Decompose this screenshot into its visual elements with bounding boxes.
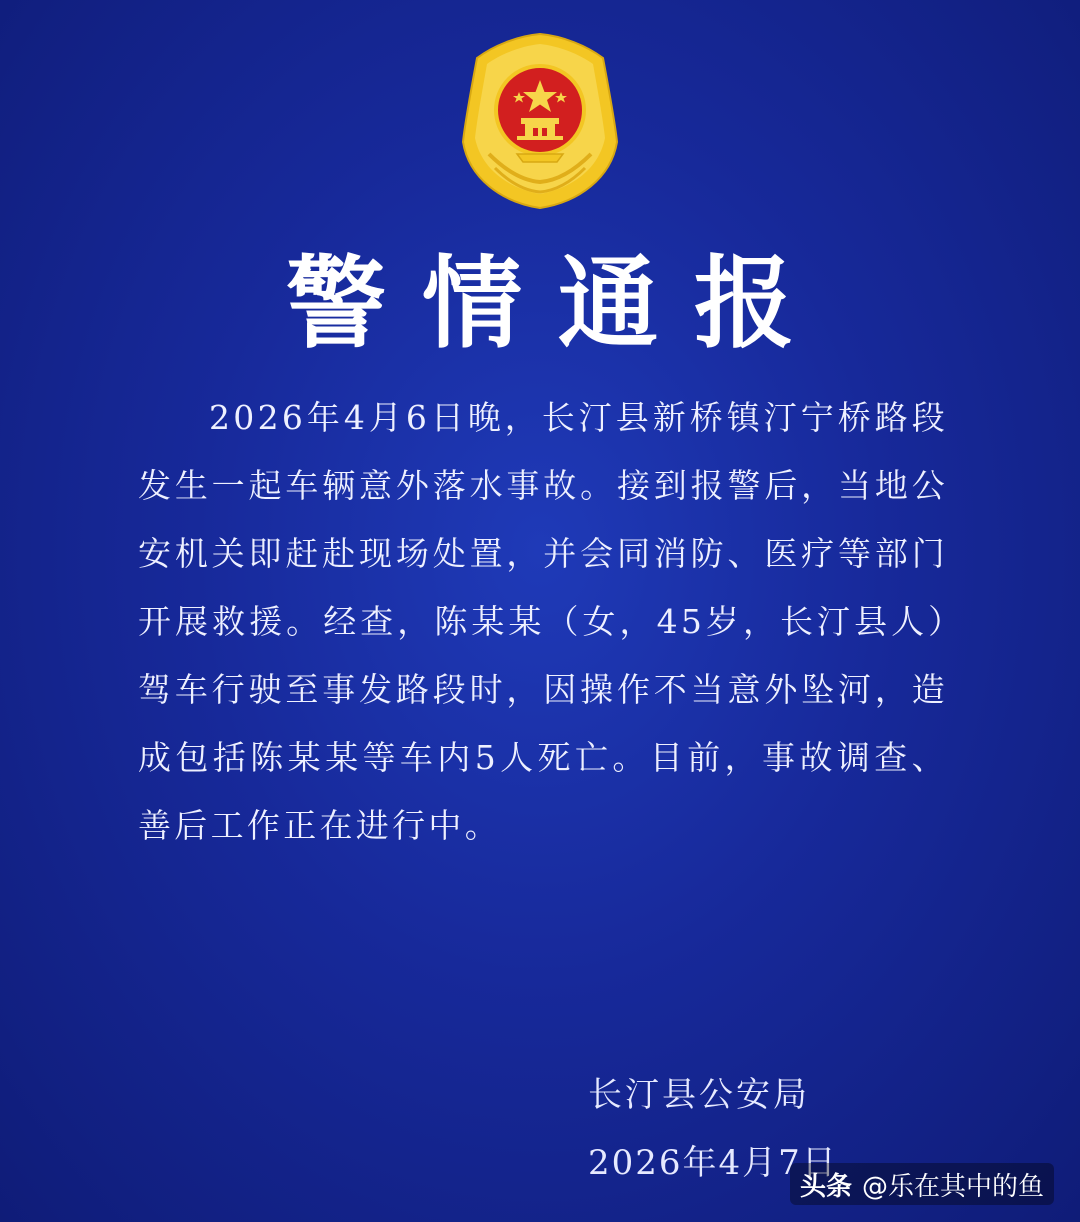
watermark-brand: 头条 — [799, 1171, 852, 1202]
issuer-signature: 长汀县公安局 — [588, 1075, 810, 1115]
notice-body: 2026年4月6日晚，长汀县新桥镇汀宁桥路段发生一起车辆意外落水事故。接到报警后，当地公安机关即赶赴现场处置，并会同消防、医疗等部门开展救援。经查，陈某某（女，45岁，长汀县人）驾车行驶至事发路段时，因操作不当意外坠河，造成包括陈某某等车内5人死亡。目前，事故调查、善后工作正在进行中。 — [138, 398, 948, 845]
source-watermark — [790, 1163, 1054, 1205]
notice-title: 警情通报 — [286, 244, 830, 362]
issue-date: 2026年4月7日 — [588, 1143, 838, 1183]
watermark-user: @乐在其中的鱼 — [861, 1171, 1044, 1202]
police-emblem-icon — [455, 30, 625, 210]
